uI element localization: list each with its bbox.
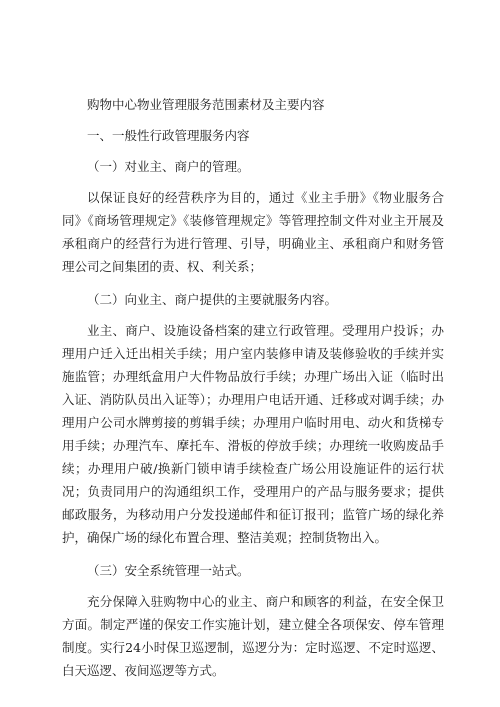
subsection-heading-security: （三）安全系统管理一站式。	[87, 563, 250, 578]
subsection-heading-tenant-management: （一）对业主、商户的管理。	[87, 159, 250, 174]
paragraph-security: 充分保障入驻购物中心的业主、商户和顾客的利益，在安全保卫方面。制定严谨的保安工作实施计划，建立健全各项保安、停车管理制度。实行24小时保卫巡逻制，巡逻分为：定时巡逻、不定时巡逻、白天巡逻、夜间巡逻等方式。	[62, 594, 444, 678]
paragraph-services: 业主、商户、设施设备档案的建立行政管理。受理用户投诉；办理用户迁入迁出相关手续；用户室内装修申请及装修验收的手续并实施监管；办理纸盒用户大件物品放行手续；办理广场出入证（临时出入证、消防队员出入证等）；办理用户电话开通、迁移或对调手续；办理用户公司水牌剪接的剪辑手续；办理用户临时用电、动火和货梯专用手续；办理汽车、摩托车、滑板的停放手续；办理统一收购废品手续；办理用户破/换新门锁申请手续检查广场公用设施证件的运行状况；负责同用户的沟通组织工作，受理用户的产品与服务要求；提供邮政服务，为移动用户分发投递邮件和征订报刊；监管广场的绿化养护，确保广场的绿化布置合理、整洁美观；控制货物出入。	[62, 323, 444, 545]
paragraph-tenant-management: 以保证良好的经营秩序为目的，通过《业主手册》《物业服务合同》《商场管理规定》《装修管理规定》等管理控制文件对业主开展及承租商户的经营行为进行管理、引导，明确业主、承租商户和财务管理公司之间集团的责、权、利关系；	[62, 190, 444, 274]
document-title: 购物中心物业管理服务范围素材及主要内容	[87, 97, 325, 112]
document-body	[62, 93, 444, 682]
section-heading-general-admin: 一、一般性行政管理服务内容	[87, 128, 250, 143]
subsection-heading-services: （二）向业主、商户提供的主要就服务内容。	[87, 292, 338, 307]
